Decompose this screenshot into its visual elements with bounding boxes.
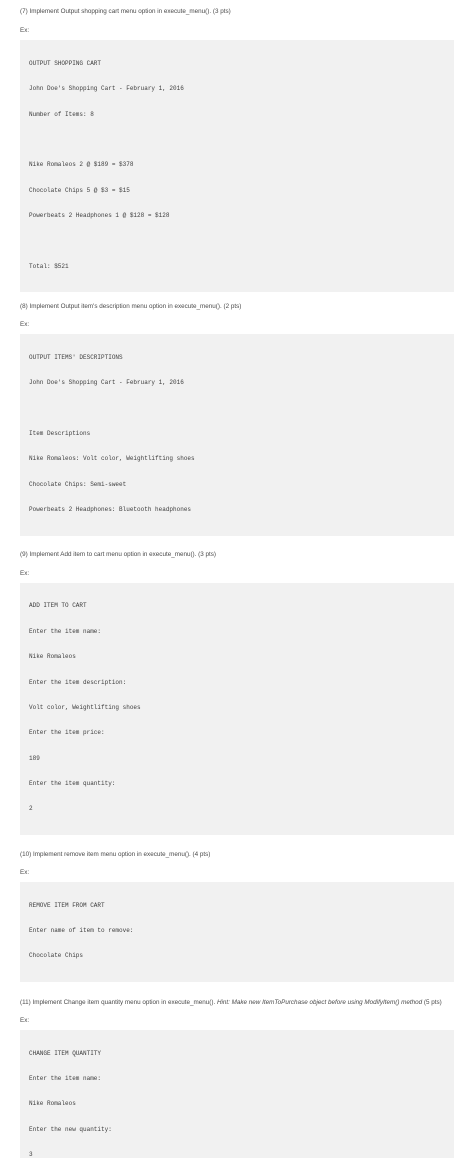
code-line: OUTPUT SHOPPING CART bbox=[29, 59, 102, 67]
section-remove-item bbox=[20, 851, 454, 982]
code-line: Powerbeats 2 Headphones: Bluetooth headphones bbox=[29, 506, 192, 514]
code-line: Enter the item name: bbox=[29, 1074, 102, 1082]
example-label: Ex: bbox=[20, 321, 30, 329]
section-heading: (9) Implement Add item to cart menu option in execute_menu(). (3 pts) bbox=[20, 550, 216, 558]
code-line: Chocolate Chips bbox=[29, 952, 84, 960]
code-line: John Doe's Shopping Cart - February 1, 2016 bbox=[29, 85, 184, 93]
code-line bbox=[29, 237, 446, 245]
code-line: 189 bbox=[29, 754, 40, 762]
code-line: 3 bbox=[29, 1150, 33, 1158]
section-heading-hint: Hint: Make new ItemToPurchase object before using ModifyItem() method bbox=[216, 998, 423, 1006]
code-line: Nike Romaleos 2 @ $189 = $378 bbox=[29, 161, 134, 169]
code-line: Enter the item name: bbox=[29, 627, 102, 635]
example-label: Ex: bbox=[20, 868, 30, 876]
code-example bbox=[20, 583, 454, 835]
code-line: Item Descriptions bbox=[29, 430, 91, 438]
code-example bbox=[20, 882, 454, 982]
section-heading-points: (5 pts) bbox=[423, 998, 442, 1006]
code-line: Enter the new quantity: bbox=[29, 1125, 112, 1133]
code-line: Enter the item description: bbox=[29, 678, 127, 686]
code-line bbox=[29, 136, 446, 144]
code-line: Nike Romaleos: Volt color, Weightlifting shoes bbox=[29, 455, 195, 463]
code-line: Nike Romaleos bbox=[29, 1100, 76, 1108]
code-line: Enter name of item to remove: bbox=[29, 926, 134, 934]
section-heading-text: (11) Implement Change item quantity menu option in execute_menu(). bbox=[20, 998, 216, 1006]
section-heading bbox=[20, 999, 454, 1007]
example-label: Ex: bbox=[20, 569, 30, 577]
code-line: Enter the item quantity: bbox=[29, 779, 116, 787]
section-heading: (7) Implement Output shopping cart menu option in execute_menu(). (3 pts) bbox=[20, 8, 231, 15]
code-example bbox=[20, 334, 454, 535]
code-line: Volt color, Weightlifting shoes bbox=[29, 703, 141, 711]
section-add-item bbox=[20, 551, 454, 835]
code-line: Enter the item price: bbox=[29, 729, 105, 737]
code-line: OUTPUT ITEMS' DESCRIPTIONS bbox=[29, 354, 123, 362]
code-line: REMOVE ITEM FROM CART bbox=[29, 901, 105, 909]
example-label: Ex: bbox=[20, 1016, 30, 1024]
code-line: Number of Items: 8 bbox=[29, 110, 94, 118]
code-example bbox=[20, 1030, 454, 1158]
code-line: Chocolate Chips: Semi-sweet bbox=[29, 480, 127, 488]
code-line: Total: $521 bbox=[29, 262, 69, 270]
code-example bbox=[20, 40, 454, 292]
section-output-descriptions bbox=[20, 303, 454, 535]
code-line: Powerbeats 2 Headphones 1 @ $128 = $128 bbox=[29, 212, 170, 220]
example-label: Ex: bbox=[20, 27, 30, 34]
code-line: ADD ITEM TO CART bbox=[29, 602, 87, 610]
section-heading: (8) Implement Output item's description menu option in execute_menu(). (2 pts) bbox=[20, 303, 242, 311]
code-line: Chocolate Chips 5 @ $3 = $15 bbox=[29, 186, 130, 194]
code-line: John Doe's Shopping Cart - February 1, 2016 bbox=[29, 379, 184, 387]
code-line: Nike Romaleos bbox=[29, 653, 76, 661]
section-output-cart bbox=[20, 8, 454, 292]
section-change-quantity bbox=[20, 999, 454, 1158]
code-line: 2 bbox=[29, 805, 33, 813]
code-line: CHANGE ITEM QUANTITY bbox=[29, 1049, 102, 1057]
section-heading: (10) Implement remove item menu option in execute_menu(). (4 pts) bbox=[20, 850, 211, 858]
code-line bbox=[29, 405, 446, 413]
